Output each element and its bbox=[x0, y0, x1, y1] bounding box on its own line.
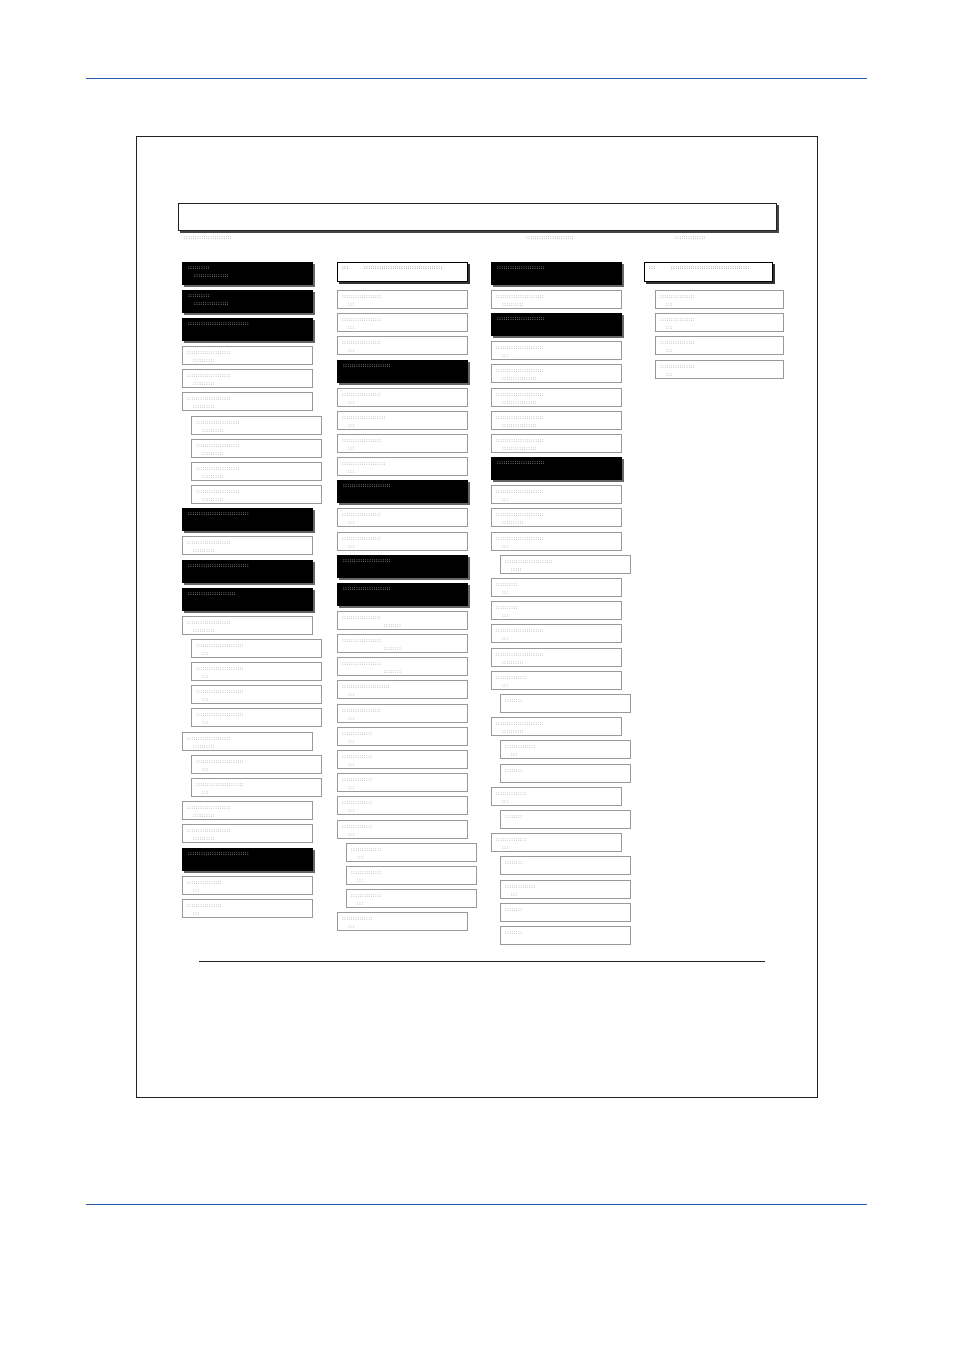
sub-item-box bbox=[655, 290, 784, 309]
section-heading-block bbox=[182, 262, 313, 285]
item-label: :::::::::: bbox=[496, 605, 518, 612]
item-box bbox=[337, 680, 468, 699]
top-rule bbox=[86, 78, 867, 79]
item-sublabel: :::::::::: bbox=[193, 548, 215, 555]
item-sublabel: ::: bbox=[502, 636, 509, 643]
item-value: :::::::: bbox=[384, 669, 402, 676]
section-heading-block bbox=[337, 480, 468, 503]
item-sublabel: :::::::::: bbox=[193, 404, 215, 411]
sub-item-box bbox=[655, 313, 784, 332]
item-box bbox=[491, 671, 622, 690]
item-box bbox=[337, 657, 468, 676]
item-label: :::::::::::::::::::::: bbox=[496, 345, 545, 352]
sub-item-box bbox=[655, 336, 784, 355]
item-value: :::::::: bbox=[384, 622, 402, 629]
item-sublabel: ::: bbox=[357, 854, 364, 861]
sub-item-box bbox=[500, 856, 631, 875]
item-label: :::::::::::::: bbox=[342, 777, 373, 784]
item-label: :::::::::::::::::::::: bbox=[196, 642, 245, 649]
item-label: :::::::::::::::: bbox=[187, 879, 222, 886]
item-label: :::::::::::::::::::: bbox=[196, 419, 240, 426]
item-sublabel: :::::::::: bbox=[193, 836, 215, 843]
item-box bbox=[491, 434, 622, 453]
section-heading-block bbox=[491, 457, 622, 480]
sub-item-box bbox=[191, 662, 322, 681]
item-box bbox=[337, 457, 468, 476]
item-label: :::::::::::::::::::::: bbox=[496, 489, 545, 496]
item-box bbox=[337, 750, 468, 769]
item-label: :::::::::::::::::::::: bbox=[196, 666, 245, 672]
item-box bbox=[337, 611, 468, 630]
item-sublabel: ::: bbox=[666, 325, 673, 332]
item-box bbox=[337, 434, 468, 453]
item-sublabel: ::: bbox=[348, 399, 355, 406]
item-sublabel: :::::::::::::::: bbox=[502, 422, 537, 429]
item-label: :::::::::::::::::::::: bbox=[496, 294, 545, 300]
section-heading-block bbox=[182, 318, 313, 341]
item-box bbox=[491, 532, 622, 551]
section-heading-block bbox=[182, 290, 313, 313]
item-sublabel: :::::::::: bbox=[202, 450, 224, 457]
sub-item-box bbox=[346, 889, 477, 908]
item-box bbox=[337, 796, 468, 815]
heading-subtext: :::::::::::::::: bbox=[194, 301, 229, 307]
item-sublabel: :::::::::: bbox=[193, 381, 215, 388]
item-label: :::::::::::::::::::: bbox=[187, 735, 231, 742]
item-sublabel: ::: bbox=[357, 901, 364, 908]
item-box bbox=[491, 787, 622, 806]
item-value: :::::::: bbox=[384, 646, 402, 652]
sub-item-box bbox=[191, 685, 322, 704]
item-box bbox=[337, 411, 468, 430]
item-label: :::::::::::::: bbox=[342, 730, 373, 737]
section-heading-block bbox=[491, 262, 622, 285]
item-box bbox=[491, 508, 622, 527]
item-box bbox=[182, 346, 313, 365]
item-box bbox=[182, 801, 313, 820]
item-label: :::::::::::::::::: bbox=[342, 535, 382, 542]
item-box bbox=[491, 601, 622, 620]
item-sublabel: :::::::::: bbox=[202, 497, 224, 504]
heading-text: :::::::::::::::::::::: bbox=[343, 362, 392, 369]
heading-text: :::::::::: bbox=[188, 265, 210, 271]
title-text: :::::::::::::::::::::::::::::::::::: bbox=[671, 265, 750, 271]
heading-text: :::::::::::::::::::::: bbox=[497, 460, 546, 467]
item-label: :::::::::::::::::::::: bbox=[496, 628, 545, 635]
item-label: :::::::::::::::::: bbox=[342, 340, 382, 347]
sub-item-box bbox=[191, 755, 322, 774]
item-box bbox=[182, 876, 313, 895]
item-label: :::::::::::::::::::: bbox=[196, 442, 240, 449]
item-sublabel: :::::::::: bbox=[502, 520, 524, 527]
sub-item-box bbox=[191, 778, 322, 797]
item-box bbox=[337, 820, 468, 839]
item-sublabel: ::: bbox=[348, 325, 355, 332]
item-box bbox=[337, 290, 468, 309]
item-box bbox=[182, 824, 313, 843]
item-box bbox=[491, 717, 622, 736]
item-label: :::::::: bbox=[505, 860, 523, 867]
item-label: :::::::::::::::::::::: bbox=[496, 438, 545, 444]
item-label: :::::::::::::::::::::: bbox=[496, 391, 545, 398]
item-label: :::::::::::::::::::: bbox=[342, 414, 386, 421]
item-sublabel: ::: bbox=[348, 543, 355, 550]
heading-subtext: :::::::::::::::: bbox=[194, 273, 229, 279]
item-sublabel: :::::::::: bbox=[502, 302, 524, 308]
item-sublabel: ::: bbox=[202, 766, 209, 773]
item-label: :::::::::::::: bbox=[351, 893, 382, 900]
item-label: :::::::::::::::::: bbox=[342, 638, 382, 644]
item-box bbox=[337, 773, 468, 792]
section-heading-block bbox=[182, 560, 313, 583]
column-title-block bbox=[644, 262, 773, 282]
item-label: :::::::::::::::::::::: bbox=[496, 535, 545, 542]
sub-item-box bbox=[191, 416, 322, 435]
item-label: :::::::: bbox=[505, 906, 523, 913]
item-sublabel: ::: bbox=[502, 353, 509, 360]
section-heading-block bbox=[182, 588, 313, 611]
figure-title-box bbox=[178, 203, 777, 231]
item-label: :::::::::::::: bbox=[351, 870, 382, 876]
column-title-block bbox=[337, 262, 468, 282]
item-label: :::::::::::::::::::: bbox=[196, 489, 240, 496]
item-sublabel: ::: bbox=[348, 520, 355, 527]
item-label: :::::::::::::::::::::: bbox=[196, 758, 245, 765]
item-sublabel: :::::::::: bbox=[502, 729, 524, 736]
item-box bbox=[182, 536, 313, 555]
heading-text: :::::::::::::::::::::: bbox=[343, 557, 392, 564]
item-label: :::::::::::::: bbox=[351, 846, 382, 853]
item-sublabel: ::::: bbox=[511, 566, 522, 573]
heading-text: :::::::::::::::::::::: bbox=[497, 316, 546, 323]
item-label: :::::::::::::::: bbox=[660, 294, 695, 300]
sub-item-box bbox=[500, 810, 631, 829]
sub-item-box bbox=[500, 694, 631, 713]
item-box bbox=[491, 485, 622, 504]
item-sublabel: ::: bbox=[348, 924, 355, 931]
item-sublabel: ::: bbox=[348, 831, 355, 838]
item-box bbox=[337, 532, 468, 551]
item-sublabel: ::: bbox=[348, 469, 355, 476]
item-label: :::::::::::::::: bbox=[660, 340, 695, 347]
item-label: :::::::::::::: bbox=[342, 800, 373, 807]
item-label: :::::::::::::: bbox=[505, 744, 536, 751]
item-sublabel: :::::::::: bbox=[193, 358, 215, 364]
item-sublabel: :::::::::: bbox=[193, 813, 215, 820]
item-box bbox=[491, 290, 622, 309]
item-sublabel: :::::::::: bbox=[202, 427, 224, 434]
bottom-page-rule bbox=[86, 1204, 867, 1205]
item-sublabel: ::: bbox=[348, 302, 355, 308]
section-heading-block bbox=[337, 360, 468, 383]
item-sublabel: :::::::::: bbox=[193, 743, 215, 750]
item-box bbox=[491, 624, 622, 643]
sub-item-box bbox=[500, 926, 631, 945]
item-box bbox=[182, 392, 313, 411]
item-box bbox=[491, 648, 622, 667]
item-label: :::::::::::::::::::: bbox=[342, 461, 386, 468]
item-label: :::::::::::::: bbox=[496, 674, 527, 681]
column-header-4: :::::::::::::: bbox=[675, 235, 706, 241]
item-label: :::::::::::::::::: bbox=[342, 391, 382, 398]
item-label: :::::::::::::::::: bbox=[342, 294, 382, 300]
item-sublabel: ::: bbox=[502, 798, 509, 805]
item-label: :::::::::::::::: bbox=[660, 363, 695, 370]
item-label: :::::::::::::::::::::: bbox=[496, 721, 545, 728]
item-label: :::::::::::::::::::: bbox=[187, 396, 231, 403]
item-box bbox=[491, 833, 622, 852]
item-box bbox=[491, 411, 622, 430]
item-sublabel: :::::::::: bbox=[202, 474, 224, 480]
item-label: :::::::: bbox=[505, 930, 523, 936]
item-label: :::::::::::::: bbox=[342, 754, 373, 760]
item-sublabel: ::: bbox=[511, 752, 518, 759]
item-box bbox=[337, 727, 468, 746]
item-label: :::::::::::::::::: bbox=[342, 707, 382, 714]
item-sublabel: ::: bbox=[502, 590, 509, 596]
item-sublabel: ::: bbox=[193, 910, 200, 917]
item-label: :::::::::::::::::: bbox=[342, 317, 382, 324]
item-sublabel: ::: bbox=[348, 762, 355, 768]
figure-bottom-rule bbox=[199, 961, 765, 962]
title-text: :::::::::::::::::::::::::::::::::::: bbox=[364, 265, 443, 271]
item-label: :::::::::::::::::::: bbox=[187, 828, 231, 835]
item-box bbox=[182, 899, 313, 918]
item-label: :::::::::::::::::::: bbox=[187, 619, 231, 626]
heading-text: :::::::::::::::::::::: bbox=[343, 483, 392, 490]
item-label: :::::::::::::::::::::: bbox=[505, 558, 554, 565]
item-label: :::::::: bbox=[505, 814, 523, 820]
item-label: :::::::::::::::: bbox=[660, 317, 695, 324]
item-sublabel: ::: bbox=[202, 790, 209, 796]
sub-item-box bbox=[500, 764, 631, 783]
item-box bbox=[337, 388, 468, 407]
item-label: :::::::::::::::::::::: bbox=[496, 512, 545, 519]
section-heading-block bbox=[337, 555, 468, 578]
heading-text: :::::::::::::::::::::::::::: bbox=[188, 511, 250, 518]
sub-item-box bbox=[346, 866, 477, 885]
item-sublabel: ::: bbox=[502, 497, 509, 504]
column-header-3: :::::::::::::::::::::: bbox=[526, 235, 575, 241]
sub-item-box bbox=[191, 708, 322, 727]
section-heading-block bbox=[491, 313, 622, 336]
sub-item-box bbox=[500, 555, 631, 574]
item-label: :::::::::::::::::::::: bbox=[196, 782, 245, 788]
item-label: :::::::::::::::: bbox=[187, 902, 222, 909]
item-sublabel: ::: bbox=[666, 348, 673, 355]
column-header-1: :::::::::::::::::::::: bbox=[184, 235, 233, 241]
sub-item-box bbox=[500, 740, 631, 759]
item-sublabel: :::::::::: bbox=[502, 659, 524, 666]
item-sublabel: ::: bbox=[348, 422, 355, 429]
item-box bbox=[182, 369, 313, 388]
item-label: :::::::::::::::::::: bbox=[187, 805, 231, 812]
sub-item-box bbox=[191, 439, 322, 458]
item-sublabel: ::: bbox=[357, 878, 364, 884]
item-box bbox=[337, 704, 468, 723]
heading-text: :::::::::::::::::::::::::::: bbox=[188, 850, 250, 857]
item-sublabel: ::: bbox=[666, 371, 673, 378]
title-prefix: ::: bbox=[649, 265, 656, 271]
sub-item-box bbox=[655, 360, 784, 379]
section-heading-block bbox=[182, 508, 313, 531]
item-sublabel: ::: bbox=[348, 808, 355, 815]
heading-text: :::::::::: bbox=[188, 293, 210, 299]
sub-item-box bbox=[346, 843, 477, 862]
item-label: :::::::::::::: bbox=[496, 790, 527, 797]
item-box bbox=[491, 364, 622, 383]
item-label: :::::::::::::::::::::: bbox=[496, 414, 545, 421]
item-sublabel: ::: bbox=[502, 682, 509, 689]
item-sublabel: ::: bbox=[502, 845, 509, 852]
heading-text: :::::::::::::::::::::: bbox=[188, 590, 237, 597]
item-label: :::::::::::::::::::: bbox=[187, 540, 231, 547]
item-box bbox=[337, 336, 468, 355]
item-box bbox=[337, 313, 468, 332]
item-label: :::::::::::::::::::::: bbox=[496, 368, 545, 375]
item-label: :::::::::::::::::::::: bbox=[496, 651, 545, 658]
sub-item-box bbox=[500, 903, 631, 922]
item-label: :::::::::::::::::::::: bbox=[196, 712, 245, 719]
item-label: :::::::::::::::::::::: bbox=[342, 684, 391, 691]
item-label: :::::::::::::: bbox=[496, 837, 527, 844]
sub-item-box bbox=[191, 639, 322, 658]
item-sublabel: ::: bbox=[502, 613, 509, 620]
item-sublabel: ::: bbox=[193, 887, 200, 894]
item-label: :::::::::::::::::: bbox=[342, 661, 382, 668]
item-box bbox=[491, 341, 622, 360]
item-label: :::::::::::::::::: bbox=[342, 438, 382, 444]
item-sublabel: ::: bbox=[511, 891, 518, 898]
item-label: :::::::::::::::::::::: bbox=[196, 689, 245, 696]
heading-text: :::::::::::::::::::::::::::: bbox=[188, 321, 250, 327]
item-box bbox=[491, 578, 622, 597]
sub-item-box bbox=[500, 880, 631, 899]
item-label: :::::::::::::: bbox=[342, 916, 373, 923]
item-sublabel: ::: bbox=[502, 543, 509, 550]
item-sublabel: :::::::::::::::: bbox=[502, 376, 537, 383]
item-box bbox=[337, 634, 468, 653]
item-box bbox=[337, 912, 468, 931]
item-label: :::::::::::::::::::: bbox=[196, 466, 240, 472]
item-box bbox=[182, 616, 313, 635]
item-sublabel: ::: bbox=[348, 715, 355, 722]
item-label: :::::::::::::: bbox=[342, 823, 373, 830]
item-box bbox=[337, 508, 468, 527]
heading-text: :::::::::::::::::::::: bbox=[497, 265, 546, 271]
sub-item-box bbox=[191, 462, 322, 481]
item-sublabel: ::: bbox=[202, 650, 209, 657]
title-prefix: ::: bbox=[342, 265, 349, 271]
item-sublabel: ::: bbox=[348, 785, 355, 792]
item-sublabel: :::::::::::::::: bbox=[502, 399, 537, 406]
item-box bbox=[491, 388, 622, 407]
item-sublabel: ::: bbox=[202, 697, 209, 704]
heading-text: :::::::::::::::::::::::::::: bbox=[188, 562, 250, 569]
item-sublabel: ::: bbox=[202, 720, 209, 727]
item-sublabel: :::::::::::::::: bbox=[502, 446, 537, 452]
item-label: :::::::: bbox=[505, 767, 523, 774]
item-sublabel: ::: bbox=[348, 738, 355, 745]
item-label: :::::::::::::: bbox=[505, 883, 536, 890]
item-label: :::::::::::::::::::: bbox=[187, 350, 231, 356]
item-label: :::::::::::::::::::: bbox=[187, 373, 231, 380]
item-label: :::::::::::::::::: bbox=[342, 512, 382, 519]
item-sublabel: ::: bbox=[348, 348, 355, 355]
item-label: :::::::: bbox=[505, 698, 523, 704]
item-sublabel: ::: bbox=[348, 692, 355, 699]
item-label: :::::::::: bbox=[496, 582, 518, 588]
item-sublabel: ::: bbox=[202, 674, 209, 680]
section-heading-block bbox=[182, 848, 313, 871]
heading-text: :::::::::::::::::::::: bbox=[343, 585, 392, 592]
item-label: :::::::::::::::::: bbox=[342, 614, 382, 621]
item-box bbox=[182, 732, 313, 751]
item-sublabel: ::: bbox=[348, 446, 355, 452]
item-sublabel: ::: bbox=[666, 302, 673, 308]
section-heading-block bbox=[337, 583, 468, 606]
item-sublabel: :::::::::: bbox=[193, 627, 215, 634]
sub-item-box bbox=[191, 485, 322, 504]
